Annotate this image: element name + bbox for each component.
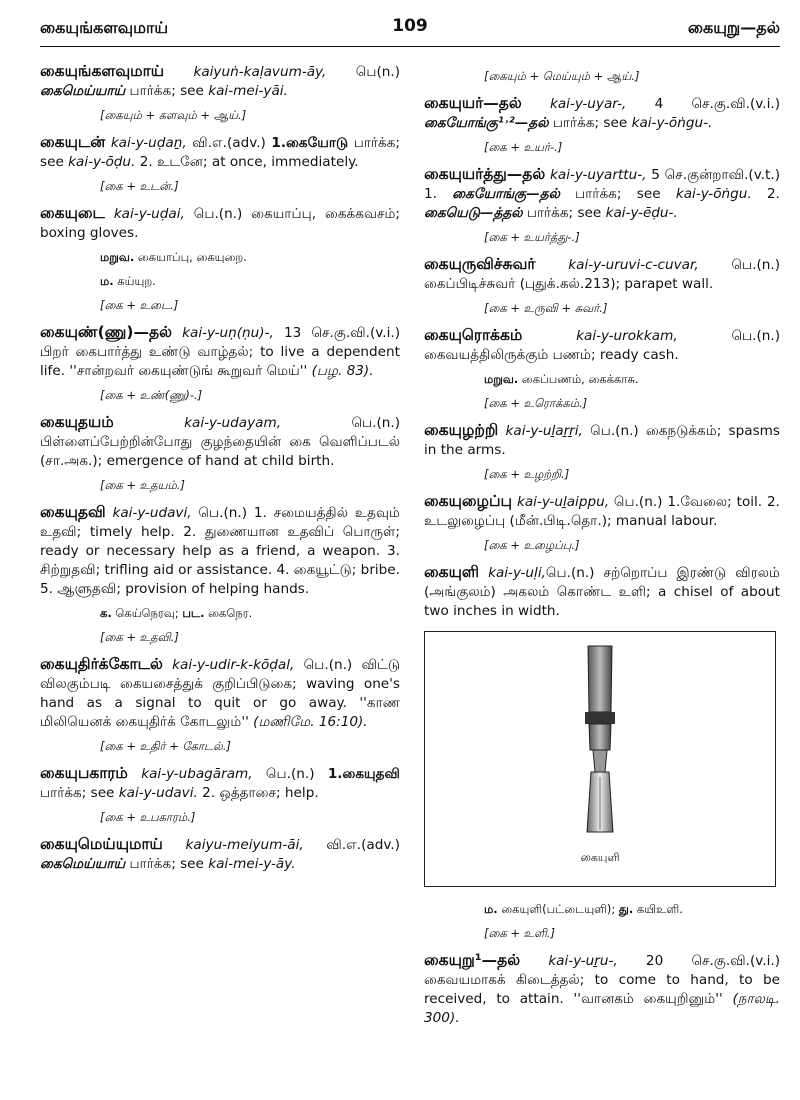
entry-text (536, 257, 569, 273)
transliteration: kai-y-uḻaṟṟi, (505, 423, 583, 439)
dictionary-entry (40, 133, 400, 172)
dictionary-entry (424, 421, 780, 460)
transliteration: kai-y-ēḍu-. (605, 205, 678, 221)
dictionary-entry (424, 326, 780, 365)
dictionary-entry (424, 563, 780, 621)
headword: கையுயர்—தல் (424, 94, 522, 112)
transliteration: kai-y-uḍai, (113, 206, 185, 222)
headword: கையுடை (40, 204, 105, 222)
transliteration: (மணிமே. 16:10). (253, 714, 368, 730)
entry-text: பெ.(n.) 1.வேலை; toil. 2. உடலுழைப்பு (மீன்.பிடி.தொ.); manual labour. (424, 494, 780, 529)
transliteration: kai-y-ōṅgu-. (631, 115, 713, 131)
entry-text: கயிஉளி. (633, 902, 683, 916)
entry-text: பார்க்க; see (559, 186, 676, 202)
transliteration: kai-y-uṟu-, (548, 953, 618, 969)
etymology: [கை + உழற்றி.] (484, 467, 570, 481)
header-first-word: கையுங்களவுமாய் (40, 18, 169, 37)
entry-text: பெ(n.) (326, 64, 401, 80)
right-column (424, 62, 780, 1032)
etymology: [கை + உளி.] (484, 926, 555, 940)
entry-text: கையோங்கு—தல் (452, 186, 560, 202)
dictionary-entry (40, 764, 400, 803)
dictionary-entry (40, 655, 400, 732)
dictionary-entry (40, 204, 400, 243)
entry-text (105, 206, 114, 222)
entry-text: பட. (182, 606, 205, 620)
header-last-word: கையுறு—தல் (687, 18, 780, 37)
entry-text: 20 செ.கு.வி.(v.i.) கைவயமாகக் கிடைத்தல்; to come to hand, to be received, to attain. ''வானகம் கையுறினும்'' (424, 953, 780, 1007)
etymology: [கை + உதயம்.] (100, 478, 185, 492)
entry-text: பெ.(n.) 1. சமையத்தில் உதவும் உதவி; timely help. 2. துணையான உதவிப் பொருள்; ready or necessary help as a friend, a weapon. 3. சிற்றுதவி; trifling aid or assistance. 4. கையூட்டு; bribe. 5. ஆளுதவி; provision of helping hands. (40, 505, 400, 597)
entry-text: 13 செ.கு.வி.(v.i.) பிறர் கைபார்த்து உண்டு வாழ்தல்; to live a dependent life. ''சான்றவர் கையுண்டுங் கூறுவர் மெய்'' (40, 325, 400, 379)
transliteration: kai-y-uruvi-c-cuvar, (568, 257, 699, 273)
entry-text (164, 64, 193, 80)
transliteration: kai-y-ubagāram, (141, 766, 253, 782)
etymology: [கை + உதவி.] (100, 630, 179, 644)
entry-text: பெ.(n.) கைவயத்திலிருக்கும் பணம்; ready cash. (424, 328, 780, 363)
headword: கையுபகாரம் (40, 764, 128, 782)
etymology: [கை + உயர்த்து-.] (484, 230, 580, 244)
entry-text (172, 325, 182, 341)
entry-text: கையுளி(பட்டையுளி); (497, 902, 619, 916)
entry-text: கையெடு—த்தல் (424, 205, 523, 221)
dictionary-entry (40, 323, 400, 381)
etymology: [கை + உழைப்பு.] (484, 538, 580, 552)
entry-text: கையாப்பு, கையுறை. (134, 250, 247, 264)
entry-text: பார்க்க; see (125, 856, 209, 872)
entry-text: வி.எ.(adv.) (303, 837, 400, 853)
entry-text: ம. (484, 902, 498, 916)
page-number: 109 (392, 16, 428, 36)
entry-text: பெ.(n.) கைப்பிடிச்சுவர் (புதுக்.கல்.213); parapet wall. (424, 257, 780, 292)
transliteration: kai-mei-y-āy. (208, 856, 296, 872)
entry-text (163, 657, 172, 673)
headword: கையுதவி (40, 503, 106, 521)
entry-text (522, 328, 576, 344)
entry-text: க. (100, 606, 112, 620)
entry-text: 5 செ.குன்றாவி.(v.t.) 1. (424, 167, 780, 202)
dictionary-entry (424, 165, 780, 223)
transliteration: kai-y-udavi. (118, 785, 198, 801)
entry-text: பார்க்க; see (548, 115, 632, 131)
entry-text: கையோங்கு¹˒²—தல் (424, 115, 549, 131)
etymology: [கையும் + களவும் + ஆய்.] (100, 108, 247, 122)
entry-text (128, 766, 141, 782)
etymology: [கை + உடை.] (100, 298, 179, 312)
headword: கையுமெய்யுமாய் (40, 835, 163, 853)
entry-text: 2. (751, 186, 780, 202)
entry-text: பார்க்க; see (522, 205, 606, 221)
headword: கையுயர்த்து—தல் (424, 165, 546, 183)
cognate-line (484, 901, 780, 917)
etymology: [கை + உயர்-.] (484, 140, 563, 154)
transliteration: kai-mei-yāi. (208, 83, 288, 99)
entry-text: து. (618, 902, 634, 916)
entry-text: பெ.(n.) கையாப்பு, கைக்கவசம்; boxing gloves. (40, 206, 400, 241)
headword: கையுண்(ணு)—தல் (40, 323, 172, 341)
entry-text (498, 423, 505, 439)
dictionary-entry (40, 503, 400, 599)
entry-text: பெ.(n.) கைநடுக்கம்; spasms in the arms. (424, 423, 781, 458)
cognate-line (100, 605, 400, 621)
left-column (40, 62, 400, 878)
dictionary-entry (424, 94, 780, 133)
transliteration: kai-y-udayam, (184, 415, 282, 431)
headword: கையுங்களவுமாய் (40, 62, 165, 80)
etymology: [கை + உபகாரம்.] (100, 810, 196, 824)
chisel-figure (424, 631, 776, 887)
headword: கையுதயம் (40, 413, 114, 431)
entry-text: பார்க்க; see (125, 83, 209, 99)
entry-text: கைப்பணம், கைக்காசு. (518, 372, 639, 386)
headword: கையுதிர்க்கோடல் (40, 655, 163, 673)
entry-text: பார்க்க; see (40, 785, 119, 801)
entry-text: வி.எ.(adv.) (186, 135, 272, 151)
etymology: [கையும் + மெய்யும் + ஆய்.] (484, 69, 640, 83)
transliteration: kaiyu-meiyum-āi, (185, 837, 304, 853)
dictionary-entry (424, 492, 780, 531)
cognate-line (100, 249, 400, 265)
transliteration: kai-y-ōṅgu. (675, 186, 752, 202)
transliteration: kai-y-urokkam, (576, 328, 678, 344)
transliteration: kai-y-uṇ(ṇu)-, (182, 325, 274, 341)
entry-text: பார்க்க; see (40, 135, 400, 170)
headword: கையுடன் (40, 133, 106, 151)
headword: கையுழைப்பு (424, 492, 513, 510)
dictionary-entry (40, 62, 400, 101)
etymology: [கை + உதிர் + கோடல்.] (100, 739, 231, 753)
entry-text (163, 837, 186, 853)
entry-text: 1.கையோடு (271, 135, 349, 151)
etymology: [கை + உண்(ணு)-.] (100, 388, 203, 402)
etymology: [கை + உருவி + சுவர்.] (484, 301, 608, 315)
headword: கையுளி (424, 563, 480, 581)
entry-text (520, 953, 548, 969)
headword: கையுறு¹—தல் (424, 951, 521, 969)
entry-text: மறுவ. (100, 250, 135, 264)
entry-text: கைமெய்யாய் (40, 856, 126, 872)
cognate-line (484, 371, 780, 387)
entry-text: 1.கையுதவி (327, 766, 400, 782)
entry-text: கய்யுற. (113, 274, 156, 288)
page-header (40, 16, 780, 47)
transliteration: kai-y-uḷi, (488, 565, 546, 581)
transliteration: kai-y-uyarttu-, (550, 167, 647, 183)
figure-caption: கையுளி (580, 851, 620, 864)
transliteration: (நாலடி. 300). (424, 991, 780, 1026)
entry-text (479, 565, 488, 581)
dictionary-entry (424, 951, 780, 1028)
entry-text: பெ.(n.) பிள்ளைப்பேற்றின்போது குழந்தையின் கை வெளிப்படல் (சா.அக.); emergence of hand at child birth. (40, 415, 400, 469)
entry-text: 4 செ.கு.வி.(v.i.) (626, 96, 780, 112)
chisel-icon (425, 632, 775, 886)
entry-text: பெ.(n.) சற்றொப்ப இரண்டு விரலம் (அங்குலம்) அகலம் கொண்ட உளி; a chisel of about two inches in width. (424, 565, 780, 619)
headword: கையுழற்றி (424, 421, 499, 439)
transliteration: kai-y-uyar-, (549, 96, 627, 112)
entry-text (114, 415, 184, 431)
transliteration: kai-y-uḻaippu, (516, 494, 610, 510)
dictionary-entry (40, 835, 400, 874)
entry-text: 2. உடனே; at once, immediately. (135, 154, 359, 170)
entry-text (522, 96, 550, 112)
transliteration: kaiyuṅ-kaḷavum-āy, (193, 64, 327, 80)
entry-text: கெய்நெரவு; (111, 606, 183, 620)
dictionary-entry (424, 255, 780, 294)
entry-text: பெ.(n.) (252, 766, 328, 782)
etymology: [கை + உடன்.] (100, 179, 179, 193)
headword: கையுரொக்கம் (424, 326, 523, 344)
entry-text: 2. ஒத்தாசை; help. (197, 785, 319, 801)
transliteration: (பழ. 83). (311, 363, 374, 379)
entry-text: ம. (100, 274, 114, 288)
headword: கையுருவிச்சுவர் (424, 255, 536, 273)
entry-text: கைமெய்யாய் (40, 83, 126, 99)
transliteration: kai-y-uḍaṉ, (110, 135, 187, 151)
transliteration: kai-y-ōḍu. (68, 154, 136, 170)
entry-text: கைநெர. (204, 606, 253, 620)
entry-text: பெ.(n.) விட்டு விலகும்படி கையசைத்துக் குறிப்பிடுகை; waving one's hand as a signal to quit or go away. ''காண மிலியெனக் கையுதிர்க் கோடலும்'' (40, 657, 401, 730)
entry-text: மறுவ. (484, 372, 519, 386)
etymology: [கை + உரொக்கம்.] (484, 396, 588, 410)
dictionary-entry (40, 413, 400, 471)
transliteration: kai-y-udir-k-kōḍal, (172, 657, 295, 673)
transliteration: kai-y-udavi, (112, 505, 192, 521)
cognate-line (100, 273, 400, 289)
